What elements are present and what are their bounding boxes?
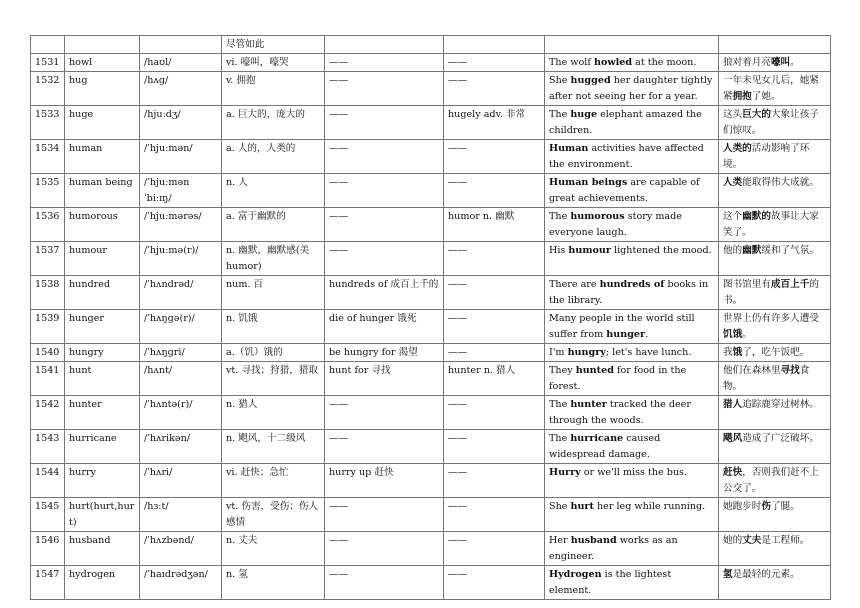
cell-example-cn bbox=[719, 566, 831, 600]
cell-example-en bbox=[545, 72, 719, 106]
cell-meaning: 尽管如此 bbox=[222, 36, 325, 54]
highlighted-text: Human beings bbox=[549, 177, 628, 188]
cell-derivative: —— bbox=[444, 72, 545, 106]
table-body bbox=[31, 36, 831, 600]
highlighted-text: hungry bbox=[567, 347, 606, 358]
cell-number: 1538 bbox=[31, 276, 65, 310]
example-text: 大象让孩子们惊叹。 bbox=[723, 109, 819, 136]
highlighted-text: hunted bbox=[575, 365, 614, 376]
cell-number: 1533 bbox=[31, 106, 65, 140]
example-text: tracked the deer through the woods. bbox=[549, 399, 691, 426]
example-text: or we'll miss the bus. bbox=[580, 467, 688, 478]
highlighted-text: humorous bbox=[570, 211, 625, 222]
example-text: 这头 bbox=[723, 109, 743, 120]
cell-number: 1531 bbox=[31, 54, 65, 72]
table-row bbox=[31, 310, 831, 344]
example-text: The bbox=[549, 109, 571, 120]
table-row bbox=[31, 464, 831, 498]
cell-phonetic: /ˈhjuːmən/ bbox=[140, 140, 222, 174]
cell-phrase: —— bbox=[325, 140, 444, 174]
cell-example-en bbox=[545, 532, 719, 566]
cell-derivative: —— bbox=[444, 276, 545, 310]
cell-derivative: —— bbox=[444, 344, 545, 362]
cell-derivative: hunter n. 猎人 bbox=[444, 362, 545, 396]
highlighted-text: 饿 bbox=[732, 347, 743, 358]
cell-number: 1541 bbox=[31, 362, 65, 396]
highlighted-text: 拥抱 bbox=[732, 91, 752, 102]
cell-example-cn bbox=[719, 498, 831, 532]
cell-number: 1546 bbox=[31, 532, 65, 566]
highlighted-text: 丈夫 bbox=[742, 535, 762, 546]
highlighted-text: hunger bbox=[606, 329, 646, 340]
cell-phonetic: /hɜːt/ bbox=[140, 498, 222, 532]
cell-phonetic: /ˈhjuːmə(r)/ bbox=[140, 242, 222, 276]
example-text: There are bbox=[549, 279, 600, 290]
cell-number: 1540 bbox=[31, 344, 65, 362]
cell-phrase: —— bbox=[325, 498, 444, 532]
cell-phrase: —— bbox=[325, 430, 444, 464]
highlighted-text: 飓风 bbox=[723, 433, 743, 444]
cell-derivative: —— bbox=[444, 174, 545, 208]
cell-word: human being bbox=[65, 174, 140, 208]
example-text: 了，吃午饭吧。 bbox=[742, 347, 810, 358]
cell-derivative: —— bbox=[444, 140, 545, 174]
cell-phonetic: /hʌɡ/ bbox=[140, 72, 222, 106]
table-row bbox=[31, 54, 831, 72]
cell-word: hug bbox=[65, 72, 140, 106]
highlighted-text: 赶快 bbox=[723, 467, 743, 478]
cell-meaning: n. 幽默，幽默感(美 humor) bbox=[222, 242, 325, 276]
cell-word: hurt(hurt,hurt) bbox=[65, 498, 140, 532]
cell-example-cn bbox=[719, 106, 831, 140]
example-text: 世界上仍有许多人遭受 bbox=[723, 313, 819, 324]
example-text: at the moon. bbox=[632, 57, 697, 68]
table-row bbox=[31, 362, 831, 396]
example-text: 她跑步时 bbox=[723, 501, 762, 512]
cell-word: huge bbox=[65, 106, 140, 140]
cell-meaning: a.（饥）饿的 bbox=[222, 344, 325, 362]
cell-phrase: —— bbox=[325, 54, 444, 72]
highlighted-text: 幽默 bbox=[742, 245, 762, 256]
cell-phrase: —— bbox=[325, 242, 444, 276]
cell-example-en bbox=[545, 106, 719, 140]
example-text: 故事让大家笑了。 bbox=[723, 211, 819, 238]
cell-word: human bbox=[65, 140, 140, 174]
cell-example-en bbox=[545, 36, 719, 54]
highlighted-text: hundreds of bbox=[599, 279, 665, 290]
cell-meaning: a. 巨大的，庞大的 bbox=[222, 106, 325, 140]
cell-example-cn bbox=[719, 362, 831, 396]
example-text: 一年未见女儿后，她紧紧 bbox=[723, 75, 819, 102]
cell-phonetic: /ˈhʌri/ bbox=[140, 464, 222, 498]
cell-meaning: vt. 伤害，受伤；伤人感情 bbox=[222, 498, 325, 532]
example-text: 能取得伟大成就。 bbox=[742, 177, 819, 188]
example-text: is the lightest element. bbox=[549, 569, 672, 596]
cell-word bbox=[65, 36, 140, 54]
example-text: story made everyone laugh. bbox=[549, 211, 682, 238]
cell-meaning: v. 拥抱 bbox=[222, 72, 325, 106]
cell-word: hydrogen bbox=[65, 566, 140, 600]
example-text: 的书。 bbox=[723, 279, 819, 306]
cell-example-en bbox=[545, 566, 719, 600]
cell-number: 1537 bbox=[31, 242, 65, 276]
cell-example-en bbox=[545, 344, 719, 362]
example-text: ，否则我们赶不上公交了。 bbox=[723, 467, 819, 494]
cell-example-en bbox=[545, 498, 719, 532]
cell-number: 1535 bbox=[31, 174, 65, 208]
cell-example-cn bbox=[719, 276, 831, 310]
cell-example-en bbox=[545, 242, 719, 276]
example-text: 这个 bbox=[723, 211, 743, 222]
highlighted-text: Hurry bbox=[549, 467, 581, 478]
table-row bbox=[31, 72, 831, 106]
cell-example-cn bbox=[719, 310, 831, 344]
cell-derivative: —— bbox=[444, 498, 545, 532]
example-text: 狼对着月亮 bbox=[723, 57, 771, 68]
example-text: 了腿。 bbox=[770, 501, 800, 512]
cell-phrase: hundreds of 成百上千的 bbox=[325, 276, 444, 310]
cell-number: 1544 bbox=[31, 464, 65, 498]
table-row bbox=[31, 344, 831, 362]
cell-phrase: die of hunger 饿死 bbox=[325, 310, 444, 344]
cell-example-cn bbox=[719, 344, 831, 362]
highlighted-text: hugged bbox=[570, 75, 611, 86]
cell-phonetic: /ˈhʌndrəd/ bbox=[140, 276, 222, 310]
cell-phrase: —— bbox=[325, 396, 444, 430]
cell-derivative: —— bbox=[444, 532, 545, 566]
cell-example-en bbox=[545, 140, 719, 174]
cell-derivative: —— bbox=[444, 566, 545, 600]
table-row bbox=[31, 36, 831, 54]
example-text: 造成了广泛破坏。 bbox=[742, 433, 819, 444]
example-text: activities have affected the environment. bbox=[549, 143, 704, 170]
example-text: His bbox=[549, 245, 569, 256]
highlighted-text: huge bbox=[570, 109, 598, 120]
cell-example-cn bbox=[719, 54, 831, 72]
cell-example-en bbox=[545, 276, 719, 310]
cell-number bbox=[31, 36, 65, 54]
cell-phonetic: /hʌnt/ bbox=[140, 362, 222, 396]
cell-derivative: humor n. 幽默 bbox=[444, 208, 545, 242]
cell-meaning: vi. 赶快；急忙 bbox=[222, 464, 325, 498]
highlighted-text: howled bbox=[593, 57, 633, 68]
example-text: Her bbox=[549, 535, 571, 546]
cell-phonetic: /ˈhʌrikən/ bbox=[140, 430, 222, 464]
cell-example-en bbox=[545, 430, 719, 464]
cell-phrase: —— bbox=[325, 566, 444, 600]
cell-example-cn bbox=[719, 174, 831, 208]
cell-number: 1532 bbox=[31, 72, 65, 106]
cell-number: 1542 bbox=[31, 396, 65, 430]
cell-word: hurry bbox=[65, 464, 140, 498]
example-text: 了她。 bbox=[751, 91, 781, 102]
cell-phonetic: /ˈhaɪdrədʒən/ bbox=[140, 566, 222, 600]
cell-number: 1539 bbox=[31, 310, 65, 344]
cell-example-cn bbox=[719, 36, 831, 54]
cell-word: hunter bbox=[65, 396, 140, 430]
example-text: are capable of great achievements. bbox=[549, 177, 700, 204]
cell-number: 1543 bbox=[31, 430, 65, 464]
cell-meaning: a. 人的，人类的 bbox=[222, 140, 325, 174]
example-text: her daughter tightly after not seeing her for a year. bbox=[549, 75, 713, 102]
cell-phonetic: /ˈhjuːmən ˈbiːɪŋ/ bbox=[140, 174, 222, 208]
cell-example-en bbox=[545, 464, 719, 498]
cell-word: husband bbox=[65, 532, 140, 566]
highlighted-text: hurt bbox=[570, 501, 594, 512]
example-text: elephant amazed the children. bbox=[549, 109, 702, 136]
example-text: 她的 bbox=[723, 535, 743, 546]
cell-phrase: —— bbox=[325, 174, 444, 208]
cell-meaning: n. 飓风，十二级风 bbox=[222, 430, 325, 464]
example-text: her leg while running. bbox=[593, 501, 706, 512]
highlighted-text: 巨大的 bbox=[742, 109, 771, 120]
cell-word: hunger bbox=[65, 310, 140, 344]
highlighted-text: 幽默的 bbox=[742, 211, 771, 222]
example-text: . bbox=[645, 329, 649, 340]
example-text: 是工程师。 bbox=[761, 535, 810, 546]
cell-example-en bbox=[545, 396, 719, 430]
example-text: 活动影响了环境。 bbox=[723, 143, 810, 170]
example-text: 他的 bbox=[723, 245, 743, 256]
cell-meaning: vi. 嚎叫，嚎哭 bbox=[222, 54, 325, 72]
cell-phonetic: /ˈhʌzbənd/ bbox=[140, 532, 222, 566]
cell-phonetic: /ˈhʌntə(r)/ bbox=[140, 396, 222, 430]
highlighted-text: hunter bbox=[570, 399, 607, 410]
table-row bbox=[31, 106, 831, 140]
cell-phrase: —— bbox=[325, 72, 444, 106]
cell-word: humorous bbox=[65, 208, 140, 242]
table-row bbox=[31, 566, 831, 600]
cell-example-en bbox=[545, 208, 719, 242]
cell-meaning: n. 猎人 bbox=[222, 396, 325, 430]
cell-phonetic: /hjuːdʒ/ bbox=[140, 106, 222, 140]
cell-phrase: hurry up 赶快 bbox=[325, 464, 444, 498]
example-text: 图书馆里有 bbox=[723, 279, 771, 290]
cell-phonetic: /ˈhjuːmərəs/ bbox=[140, 208, 222, 242]
cell-derivative: —— bbox=[444, 430, 545, 464]
table-row bbox=[31, 208, 831, 242]
highlighted-text: 嚎叫 bbox=[770, 57, 791, 68]
cell-example-en bbox=[545, 310, 719, 344]
cell-meaning: n. 氢 bbox=[222, 566, 325, 600]
cell-number: 1545 bbox=[31, 498, 65, 532]
highlighted-text: Hydrogen bbox=[549, 569, 602, 580]
cell-example-cn bbox=[719, 242, 831, 276]
example-text: She bbox=[549, 75, 571, 86]
cell-example-en bbox=[545, 362, 719, 396]
cell-meaning: n. 饥饿 bbox=[222, 310, 325, 344]
example-text: 。 bbox=[790, 57, 800, 68]
highlighted-text: hurricane bbox=[570, 433, 624, 444]
cell-phrase: —— bbox=[325, 532, 444, 566]
cell-meaning: a. 富于幽默的 bbox=[222, 208, 325, 242]
cell-derivative: —— bbox=[444, 242, 545, 276]
cell-meaning: n. 丈夫 bbox=[222, 532, 325, 566]
table-row bbox=[31, 396, 831, 430]
example-text: 我 bbox=[723, 347, 733, 358]
cell-derivative bbox=[444, 36, 545, 54]
cell-word: hunt bbox=[65, 362, 140, 396]
example-text: books in the library. bbox=[549, 279, 709, 306]
highlighted-text: husband bbox=[570, 535, 617, 546]
cell-example-cn bbox=[719, 72, 831, 106]
cell-meaning: vt. 寻找；狩猎，猎取 bbox=[222, 362, 325, 396]
example-text: 他们在森林里 bbox=[723, 365, 781, 376]
cell-phrase bbox=[325, 36, 444, 54]
example-text: 追踪鹿穿过树林。 bbox=[742, 399, 819, 410]
cell-phonetic: /ˈhʌŋɡə(r)/ bbox=[140, 310, 222, 344]
table-row bbox=[31, 276, 831, 310]
highlighted-text: 饥饿 bbox=[723, 329, 743, 340]
table-row bbox=[31, 532, 831, 566]
cell-word: hurricane bbox=[65, 430, 140, 464]
example-text: lightened the mood. bbox=[610, 245, 712, 256]
cell-derivative: —— bbox=[444, 396, 545, 430]
table-row bbox=[31, 430, 831, 464]
example-text: The wolf bbox=[549, 57, 594, 68]
cell-phrase: be hungry for 渴望 bbox=[325, 344, 444, 362]
highlighted-text: 伤 bbox=[761, 501, 771, 512]
cell-derivative: —— bbox=[444, 464, 545, 498]
cell-example-cn bbox=[719, 208, 831, 242]
cell-word: howl bbox=[65, 54, 140, 72]
highlighted-text: Human bbox=[549, 143, 589, 154]
cell-example-en bbox=[545, 174, 719, 208]
table-row bbox=[31, 242, 831, 276]
cell-derivative: hugely adv. 非常 bbox=[444, 106, 545, 140]
cell-example-cn bbox=[719, 430, 831, 464]
example-text: caused widespread damage. bbox=[549, 433, 661, 460]
table-row bbox=[31, 498, 831, 532]
example-text: I'm bbox=[549, 347, 568, 358]
highlighted-text: 寻找 bbox=[780, 365, 800, 376]
example-text: 。 bbox=[742, 329, 752, 340]
cell-phrase: —— bbox=[325, 208, 444, 242]
cell-phrase: hunt for 寻找 bbox=[325, 362, 444, 396]
cell-phrase: —— bbox=[325, 106, 444, 140]
example-text: for food in the forest. bbox=[549, 365, 687, 392]
example-text: 是最轻的元素。 bbox=[732, 569, 800, 580]
highlighted-text: 人类 bbox=[723, 177, 743, 188]
cell-meaning: num. 百 bbox=[222, 276, 325, 310]
highlighted-text: humour bbox=[568, 245, 611, 256]
vocabulary-table bbox=[30, 35, 831, 600]
highlighted-text: 成百上千 bbox=[770, 279, 810, 290]
vocabulary-sheet bbox=[30, 35, 830, 600]
cell-derivative: —— bbox=[444, 54, 545, 72]
table-row bbox=[31, 140, 831, 174]
example-text: The bbox=[549, 433, 571, 444]
cell-number: 1534 bbox=[31, 140, 65, 174]
example-text: 食物。 bbox=[723, 365, 810, 392]
cell-example-cn bbox=[719, 140, 831, 174]
cell-word: hundred bbox=[65, 276, 140, 310]
cell-example-cn bbox=[719, 532, 831, 566]
cell-word: hungry bbox=[65, 344, 140, 362]
cell-example-en bbox=[545, 54, 719, 72]
cell-derivative: —— bbox=[444, 310, 545, 344]
highlighted-text: 人类的 bbox=[723, 143, 752, 154]
example-text: They bbox=[549, 365, 576, 376]
cell-example-cn bbox=[719, 464, 831, 498]
cell-phonetic bbox=[140, 36, 222, 54]
example-text: She bbox=[549, 501, 571, 512]
example-text: The bbox=[549, 399, 571, 410]
cell-example-cn bbox=[719, 396, 831, 430]
highlighted-text: 氢 bbox=[723, 569, 733, 580]
example-text: Many people in the world still suffer from bbox=[549, 313, 695, 340]
table-row bbox=[31, 174, 831, 208]
cell-word: humour bbox=[65, 242, 140, 276]
highlighted-text: 猎人 bbox=[723, 399, 743, 410]
cell-phonetic: /ˈhʌŋɡri/ bbox=[140, 344, 222, 362]
cell-number: 1536 bbox=[31, 208, 65, 242]
cell-phonetic: /haʊl/ bbox=[140, 54, 222, 72]
example-text: works as an engineer. bbox=[549, 535, 678, 562]
cell-number: 1547 bbox=[31, 566, 65, 600]
cell-meaning: n. 人 bbox=[222, 174, 325, 208]
example-text: ; let's have lunch. bbox=[605, 347, 692, 358]
example-text: The bbox=[549, 211, 571, 222]
example-text: 缓和了气氛。 bbox=[761, 245, 819, 256]
